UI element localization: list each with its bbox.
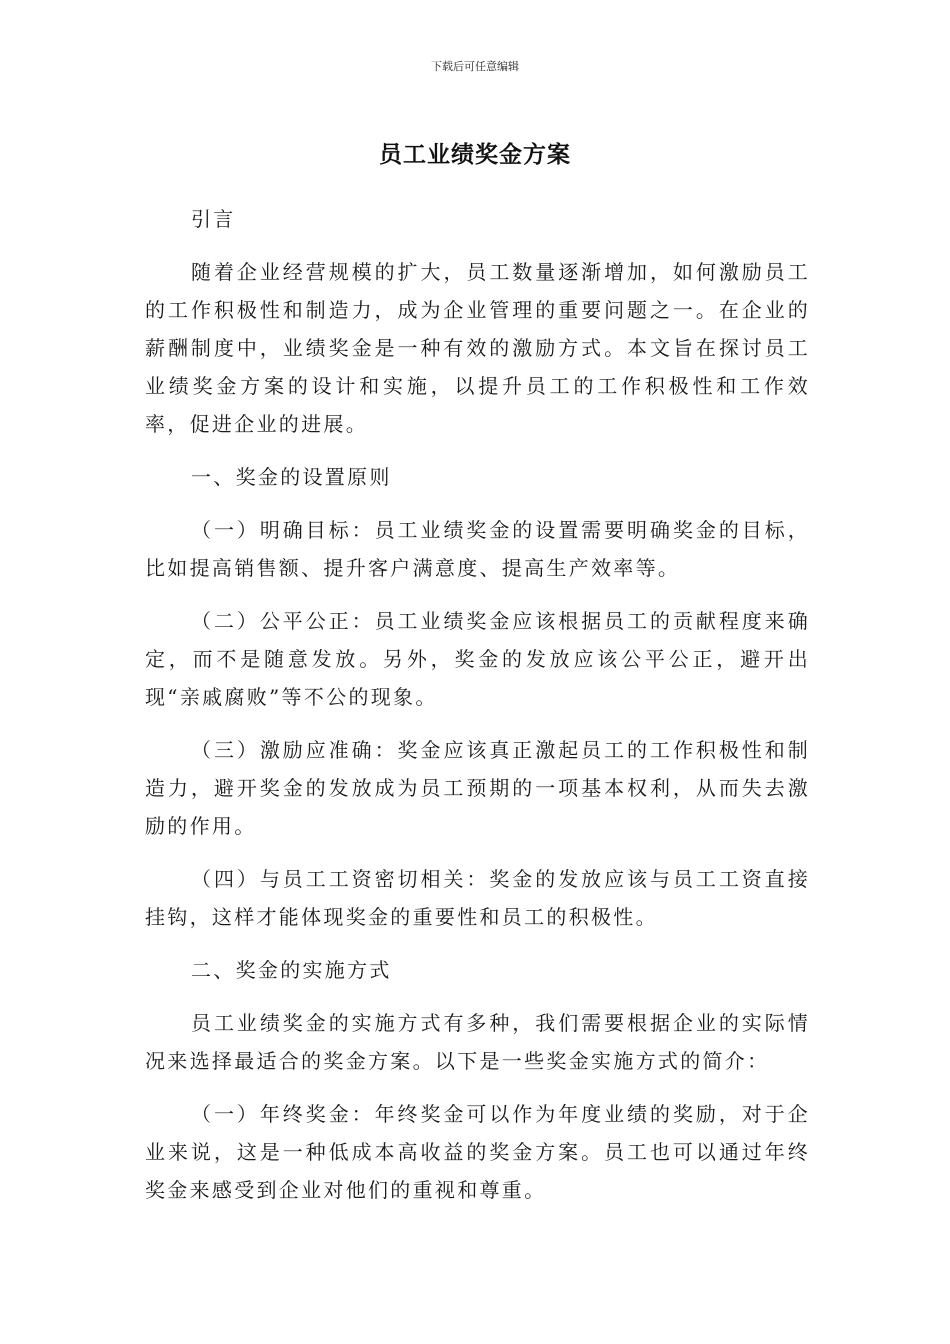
section-heading-methods: 二、奖金的实施方式: [191, 958, 392, 982]
body-paragraph: 员工业绩奖金的实施方式有多种，我们需要根据企业的实际情况来选择最适合的奖金方案。以下是一些奖金实施方式的简介：: [145, 1011, 810, 1073]
body-paragraph: （三）激励应准确：奖金应该真正激起员工的工作积极性和制造力，避开奖金的发放成为员工预期的一项基本权利，从而失去激励的作用。: [145, 738, 810, 838]
body-paragraph: （四）与员工工资密切相关：奖金的发放应该与员工工资直接挂钩，这样才能体现奖金的重要性和员工的积极性。: [145, 867, 810, 929]
body-paragraph: 随着企业经营规模的扩大，员工数量逐渐增加，如何激励员工的工作积极性和制造力，成为企业管理的重要问题之一。在企业的薪酬制度中，业绩奖金是一种有效的激励方式。本文旨在探讨员工业绩奖金方案的设计和实施，以提升员工的工作积极性和工作效率，促进企业的进展。: [145, 260, 810, 436]
body-paragraph: （一）年终奖金：年终奖金可以作为年度业绩的奖励，对于企业来说，这是一种低成本高收益的奖金方案。员工也可以通过年终奖金来感受到企业对他们的重视和尊重。: [145, 1102, 810, 1202]
document-body: [145, 200, 810, 1209]
document-title: 员工业绩奖金方案: [379, 142, 571, 168]
section-heading-intro: 引言: [191, 207, 236, 231]
body-paragraph: （一）明确目标：员工业绩奖金的设置需要明确奖金的目标，比如提高销售额、提升客户满意度、提高生产效率等。: [145, 518, 810, 580]
header-note: 下载后可任意编辑: [431, 60, 519, 73]
body-paragraph: （二）公平公正：员工业绩奖金应该根据员工的贡献程度来确定，而不是随意发放。另外，奖金的发放应该公平公正，避开出现“亲戚腐败”等不公的现象。: [145, 609, 810, 709]
section-heading-principles: 一、奖金的设置原则: [191, 465, 392, 489]
